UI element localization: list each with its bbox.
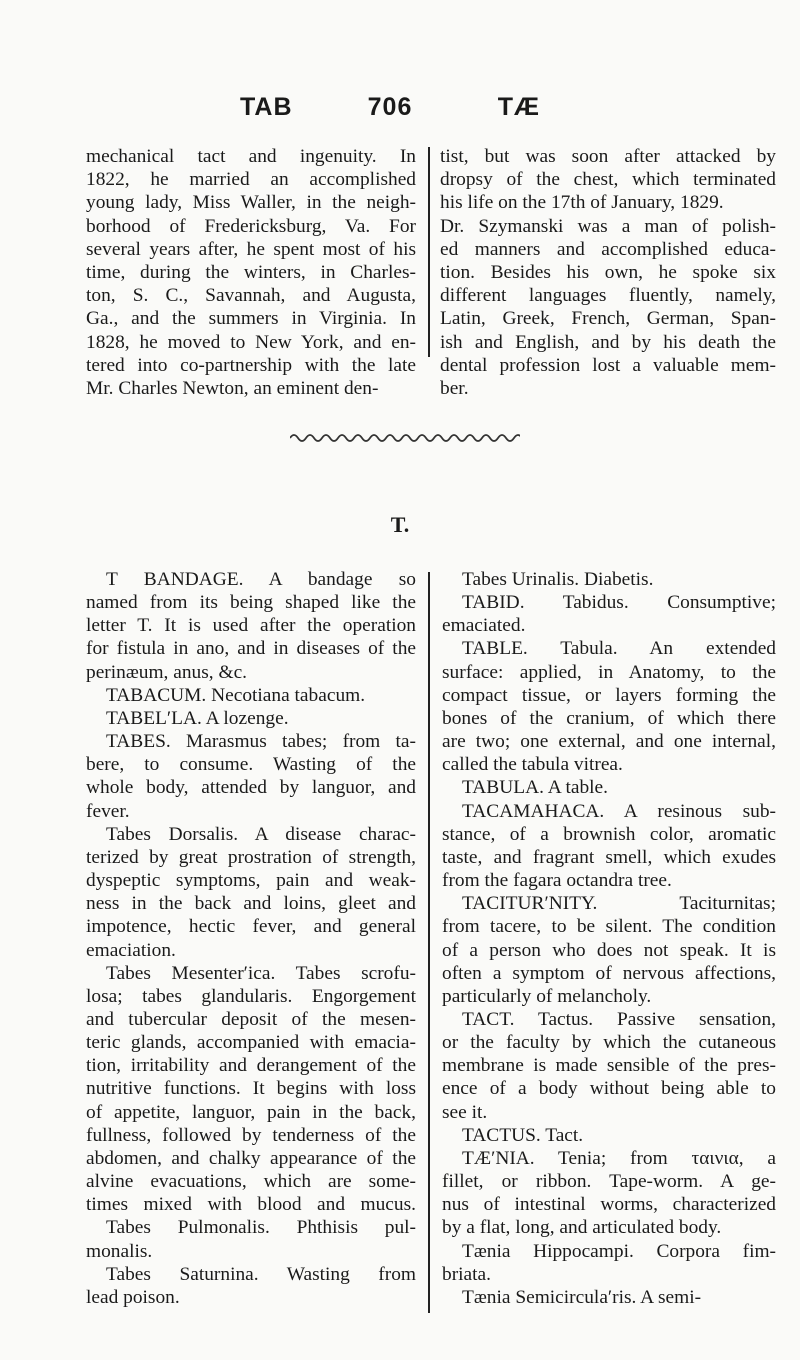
text-line: TABID. Tabidus. Consumptive; <box>462 592 776 614</box>
text-line: 1822, he married an accomplished <box>86 169 416 191</box>
text-line: tion, irritability and derangement of the <box>86 1055 416 1077</box>
column-rule-bottom <box>428 572 430 1313</box>
text-line: from tacere, to be silent. The condition <box>442 916 776 938</box>
text-line: losa; tabes glandularis. Engorgement <box>86 985 416 1007</box>
text-line: nutritive functions. It begins with loss <box>86 1078 416 1100</box>
text-line: surface: applied, in Anatomy, to the <box>442 661 776 683</box>
text-line: tered into co-partnership with the late <box>86 354 416 376</box>
text-line: nus of intestinal worms, characterized <box>442 1194 776 1216</box>
text-line: Mr. Charles Newton, an eminent den- <box>86 378 379 400</box>
text-line: ber. <box>440 378 469 400</box>
text-line: several years after, he spent most of his <box>86 238 416 260</box>
text-line: lead poison. <box>86 1286 180 1308</box>
text-line: 1828, he moved to New York, and en- <box>86 331 416 353</box>
text-line: bones of the cranium, of which there <box>442 707 776 729</box>
text-line: are two; one external, and one internal, <box>442 731 776 753</box>
text-line: by a flat, long, and articulated body. <box>442 1217 722 1239</box>
running-head <box>240 93 540 123</box>
text-line: compact tissue, or layers forming the <box>442 684 776 706</box>
top-right-column <box>440 145 776 400</box>
text-line: impotence, hectic fever, and general <box>86 916 416 938</box>
text-line: abdomen, and chalky appearance of the <box>86 1147 416 1169</box>
text-line: fullness, followed by tenderness of the <box>86 1124 416 1146</box>
text-line: young lady, Miss Waller, in the neigh- <box>86 192 416 214</box>
text-line: whole body, attended by languor, and <box>86 777 416 799</box>
text-line: letter T. It is used after the operation <box>86 615 416 637</box>
text-line: briata. <box>442 1263 491 1285</box>
text-line: Dr. Szymanski was a man of polish- <box>440 215 776 237</box>
text-line: TABACUM. Necotiana tabacum. <box>106 684 366 706</box>
page-number: 706 <box>367 93 413 121</box>
text-line: alvine evacuations, which are some- <box>86 1171 416 1193</box>
text-line: TÆ′NIA. Tenia; from ταινια, a <box>462 1147 776 1169</box>
text-line: named from its being shaped like the <box>86 592 416 614</box>
text-line: borhood of Fredericksburg, Va. For <box>86 215 416 237</box>
text-line: Tabes Dorsalis. A disease charac- <box>106 823 416 845</box>
bottom-right-column <box>442 568 776 1309</box>
text-line: called the tabula vitrea. <box>442 754 623 776</box>
text-line: often a symptom of nervous affections, <box>442 962 776 984</box>
text-line: ed manners and accomplished educa- <box>440 238 776 260</box>
text-line: T BANDAGE. A bandage so <box>106 569 416 590</box>
column-rule-top <box>428 147 430 357</box>
text-line: for fistula in ano, and in diseases of the <box>86 638 416 660</box>
text-line: fever. <box>86 800 130 822</box>
text-line: emaciated. <box>442 615 526 637</box>
bottom-left-column <box>86 568 416 1309</box>
section-letter: T. <box>390 512 410 537</box>
text-line: Tænia Hippocampi. Corpora fim- <box>462 1240 776 1262</box>
text-line: different languages fluently, namely, <box>440 285 776 307</box>
text-line: TABEL′LA. A lozenge. <box>106 707 289 729</box>
text-line: see it. <box>442 1101 488 1123</box>
text-line: time, during the winters, in Charles- <box>86 262 416 284</box>
text-line: membrane is made sensible of the pres- <box>442 1055 776 1077</box>
text-line: bere, to consume. Wasting of the <box>86 754 416 776</box>
text-line: TABLE. Tabula. An extended <box>462 638 776 660</box>
text-line: dyspeptic symptoms, pain and weak- <box>86 870 416 892</box>
text-line: terized by great prostration of strength, <box>86 846 416 868</box>
text-line: mechanical tact and ingenuity. In <box>86 146 416 167</box>
text-line: from the fagara octandra tree. <box>442 870 672 892</box>
text-line: stance, of a brownish color, aromatic <box>442 823 776 845</box>
text-line: TACITUR′NITY. Taciturnitas; <box>462 893 776 915</box>
running-head-left: TAB <box>240 93 293 121</box>
text-line: ton, S. C., Savannah, and Augusta, <box>86 285 416 307</box>
text-line: fillet, or ribbon. Tape-worm. A ge- <box>442 1171 776 1193</box>
text-line: and tubercular deposit of the mesen- <box>86 1008 416 1030</box>
text-line: TABES. Marasmus tabes; from ta- <box>106 731 416 753</box>
text-line: dental profession lost a valuable mem- <box>440 354 776 376</box>
text-line: ence of a body without being able to <box>442 1078 776 1100</box>
text-line: ish and English, and by his death the <box>440 331 776 353</box>
top-left-column <box>86 145 416 400</box>
text-line: perinæum, anus, &c. <box>86 661 248 683</box>
text-line: his life on the 17th of January, 1829. <box>440 192 724 214</box>
text-line: dropsy of the chest, which terminated <box>440 169 776 191</box>
text-line: or the faculty by which the cutaneous <box>442 1032 776 1054</box>
text-line: Tabes Urinalis. Diabetis. <box>462 569 654 590</box>
text-line: taste, and fragrant smell, which exudes <box>442 846 776 868</box>
text-line: Latin, Greek, French, German, Span- <box>440 308 776 330</box>
text-line: monalis. <box>86 1240 153 1262</box>
text-line: emaciation. <box>86 939 176 961</box>
text-line: Tænia Semicircula′ris. A semi- <box>462 1286 702 1308</box>
text-line: of appetite, languor, pain in the back, <box>86 1101 416 1123</box>
text-line: Tabes Mesenter′ica. Tabes scrofu- <box>106 962 416 984</box>
text-line: Tabes Pulmonalis. Phthisis pul- <box>106 1217 416 1239</box>
running-head-right: TÆ <box>497 93 540 121</box>
text-line: TACAMAHACA. A resinous sub- <box>462 800 776 822</box>
text-line: Ga., and the summers in Virginia. In <box>86 308 416 330</box>
text-line: TABULA. A table. <box>462 777 609 799</box>
text-line: teric glands, accompanied with emacia- <box>86 1032 416 1054</box>
text-line: TACT. Tactus. Passive sensation, <box>462 1008 776 1030</box>
text-line: times mixed with blood and mucus. <box>86 1194 416 1216</box>
text-line: Tabes Saturnina. Wasting from <box>106 1263 416 1285</box>
text-line: tist, but was soon after attacked by <box>440 146 776 167</box>
text-line: particularly of melancholy. <box>442 985 652 1007</box>
text-line: tion. Besides his own, he spoke six <box>440 262 776 284</box>
text-line: TACTUS. Tact. <box>462 1124 584 1146</box>
text-line: ness in the back and loins, gleet and <box>86 893 416 915</box>
ornamental-divider <box>290 430 520 446</box>
text-line: of a person who does not speak. It is <box>442 939 776 961</box>
